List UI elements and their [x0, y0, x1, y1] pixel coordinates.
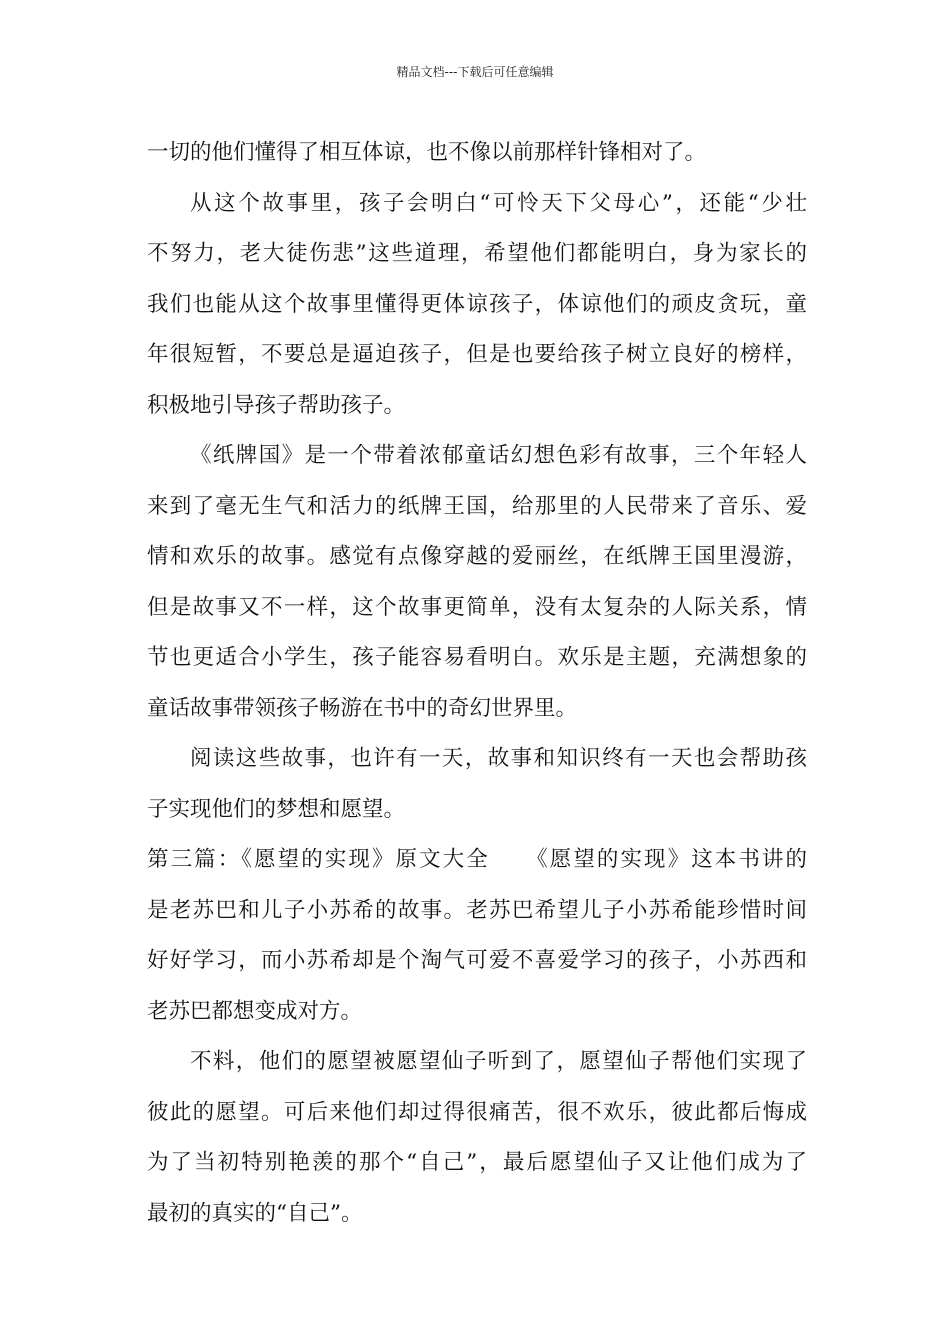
- text-line: 从这个故事里，孩子会明白“可怜天下父母心”，还能“少壮: [190, 190, 807, 216]
- text-line: 一切的他们懂得了相互体谅，也不像以前那样针锋相对了。: [147, 140, 707, 165]
- text-line: 童话故事带领孩子畅游在书中的奇幻世界里。: [147, 695, 578, 721]
- text-line: 不料，他们的愿望被愿望仙子听到了，愿望仙子帮他们实现了: [190, 1049, 807, 1074]
- text-line: 《纸牌国》是一个带着浓郁童话幻想色彩有故事，三个年轻人: [190, 443, 807, 468]
- text-line: 情和欢乐的故事。感觉有点像穿越的爱丽丝，在纸牌王国里漫游，: [147, 544, 807, 569]
- text-line: 不努力，老大徒伤悲”这些道理，希望他们都能明白，身为家长的: [147, 241, 807, 266]
- text-line: 来到了毫无生气和活力的纸牌王国，给那里的人民带来了音乐、爱: [147, 493, 807, 519]
- text-line: 我们也能从这个故事里懂得更体谅孩子，体谅他们的顽皮贪玩，童: [147, 291, 807, 317]
- text-line: 子实现他们的梦想和愿望。: [147, 796, 406, 822]
- text-line: 节也更适合小学生，孩子能容易看明白。欢乐是主题，充满想象的: [147, 645, 807, 670]
- section-heading-line: 第三篇：《愿望的实现》原文大全 《愿望的实现》这本书讲的: [147, 847, 807, 872]
- text-line: 彼此的愿望。可后来他们却过得很痛苦，很不欢乐，彼此都后悔成: [147, 1099, 807, 1125]
- text-line: 积极地引导孩子帮助孩子。: [147, 392, 406, 418]
- text-line: 好好学习，而小苏希却是个淘气可爱不喜爱学习的孩子，小苏西和: [147, 948, 807, 973]
- document-body: [147, 128, 807, 1239]
- text-line: 阅读这些故事，也许有一天，故事和知识终有一天也会帮助孩: [190, 746, 807, 771]
- page-header: 精品文档---下载后可任意编辑: [396, 65, 554, 79]
- text-line: 老苏巴都想变成对方。: [147, 998, 363, 1024]
- text-line: 为了当初特别艳羡的那个“自己”，最后愿望仙子又让他们成为了: [147, 1150, 807, 1175]
- text-line: 是老苏巴和儿子小苏希的故事。老苏巴希望儿子小苏希能珍惜时间: [147, 897, 807, 923]
- text-line: 最初的真实的“自己”。: [147, 1200, 363, 1226]
- text-line: 年很短暂，不要总是逼迫孩子，但是也要给孩子树立良好的榜样，: [147, 342, 807, 367]
- text-line: 但是故事又不一样，这个故事更简单，没有太复杂的人际关系，情: [147, 594, 807, 620]
